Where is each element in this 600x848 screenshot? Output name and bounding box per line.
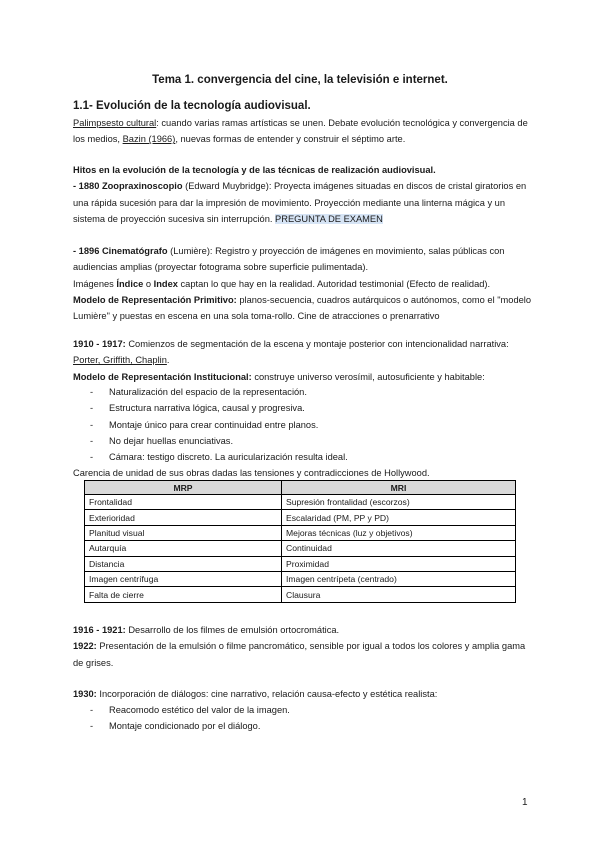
- palimpsesto-paragraph: Palimpsesto cultural: cuando varias ramas artísticas se unen. Debate evolución tecnológica y convergencia de los medios, Bazin (1966), nuevas formas de entender y construir el séptimo arte.: [73, 118, 528, 145]
- list-item: - No dejar huellas enunciativas.: [73, 433, 533, 449]
- hitos-heading: Hitos en la evolución de la tecnología y de las técnicas de realización audiovisual.: [73, 165, 436, 175]
- exam-highlight: PREGUNTA DE EXAMEN: [275, 213, 383, 224]
- column-header: MRI: [282, 481, 516, 495]
- y1930-label: 1930:: [73, 689, 97, 699]
- mrp-mri-table: [84, 480, 516, 603]
- palimpsesto-term: Palimpsesto cultural: [73, 118, 157, 128]
- carencia-text: Carencia de unidad de sus obras dadas las tensiones y contradicciones de Hollywood.: [73, 468, 430, 478]
- directors-names: Porter, Griffith, Chaplin: [73, 355, 167, 366]
- table-row: Imagen centrífuga Imagen centrípeta (centrado): [85, 571, 516, 586]
- list-item: - Montaje único para crear continuidad entre planos.: [73, 417, 533, 433]
- mri-label: Modelo de Representación Institucional:: [73, 371, 252, 382]
- y1930-paragraph: 1930: Incorporación de diálogos: cine narrativo, relación causa-efecto y estética realista:: [73, 689, 438, 699]
- list-item: - Estructura narrativa lógica, causal y progresiva.: [73, 400, 533, 416]
- list-item: - Cámara: testigo discreto. La auricularización resulta ideal.: [73, 449, 533, 465]
- list-item: - Reacomodo estético del valor de la imagen.: [73, 702, 533, 718]
- y1930-list: [73, 702, 533, 735]
- table-row: Distancia Proximidad: [85, 556, 516, 571]
- table-row: Exterioridad Escalaridad (PM, PP y PD): [85, 510, 516, 525]
- y1916-1922-paragraph: 1916 - 1921: Desarrollo de los filmes de emulsión ortocromática. 1922: Presentación de la emulsión o filme pancromático, sensible por igual a todos los colores y amplia gama de grises.: [73, 625, 526, 668]
- table-row: Autarquía Continuidad: [85, 541, 516, 556]
- list-item: - Naturalización del espacio de la representación.: [73, 384, 533, 400]
- y1910-paragraph: 1910 - 1917: Comienzos de segmentación de la escena y montaje posterior con intencionalidad narrativa: Porter, Griffith, Chaplin. Modelo de Representación Institucional: construye universo verosímil, autosuficiente y habitable:: [73, 339, 509, 382]
- column-header: MRP: [85, 481, 282, 495]
- page-title: Tema 1. convergencia del cine, la televisión e internet.: [152, 74, 448, 86]
- list-item: - Montaje condicionado por el diálogo.: [73, 718, 533, 734]
- cinematografo-label: - 1896 Cinematógrafo: [73, 246, 168, 256]
- section-heading: 1.1- Evolución de la tecnología audiovisual.: [73, 100, 311, 112]
- page-number: 1: [522, 797, 528, 808]
- table-row: Planitud visual Mejoras técnicas (luz y objetivos): [85, 525, 516, 540]
- bazin-reference: Bazin (1966): [122, 134, 176, 145]
- y1922-label: 1922:: [73, 641, 97, 652]
- hitos-paragraph: Hitos en la evolución de la tecnología y de las técnicas de realización audiovisual. - 1880 Zoopraxinoscopio (Edward Muybridge): Proyecta imágenes situadas en discos de cristal giratorios en una rápida sucesión para dar la impresión de movimiento. Proyección mediante una linterna mágica y un sistema de proyección sucesiva sin interrupción. PREGUNTA DE EXAMEN: [73, 165, 527, 224]
- mrp-label: Modelo de Representación Primitivo:: [73, 294, 237, 305]
- table-row: Frontalidad Supresión frontalidad (escorzos): [85, 495, 516, 510]
- cinematografo-paragraph: - 1896 Cinematógrafo (Lumière): Registro y proyección de imágenes en movimiento, salas públicas con audiencias amplias (proyectar fotograma sobre superficie pulimentada). Imágenes Índice o Index captan lo que hay en la realidad. Autoridad testimonial (Efecto de realidad). Modelo de Representación Primitivo: planos-secuencia, cuadros autárquicos o autónomos, como el "modelo Lumière" y puestas en escena en una sola toma-rollo. Cine de atracciones o prenarrativo: [73, 246, 532, 322]
- y1910-label: 1910 - 1917:: [73, 339, 126, 349]
- zoopraxinoscopio-label: - 1880 Zoopraxinoscopio: [73, 181, 183, 192]
- table-row: Falta de cierre Clausura: [85, 587, 516, 602]
- y1916-label: 1916 - 1921:: [73, 625, 126, 635]
- table-header-row: [85, 481, 516, 495]
- mri-list: [73, 384, 533, 465]
